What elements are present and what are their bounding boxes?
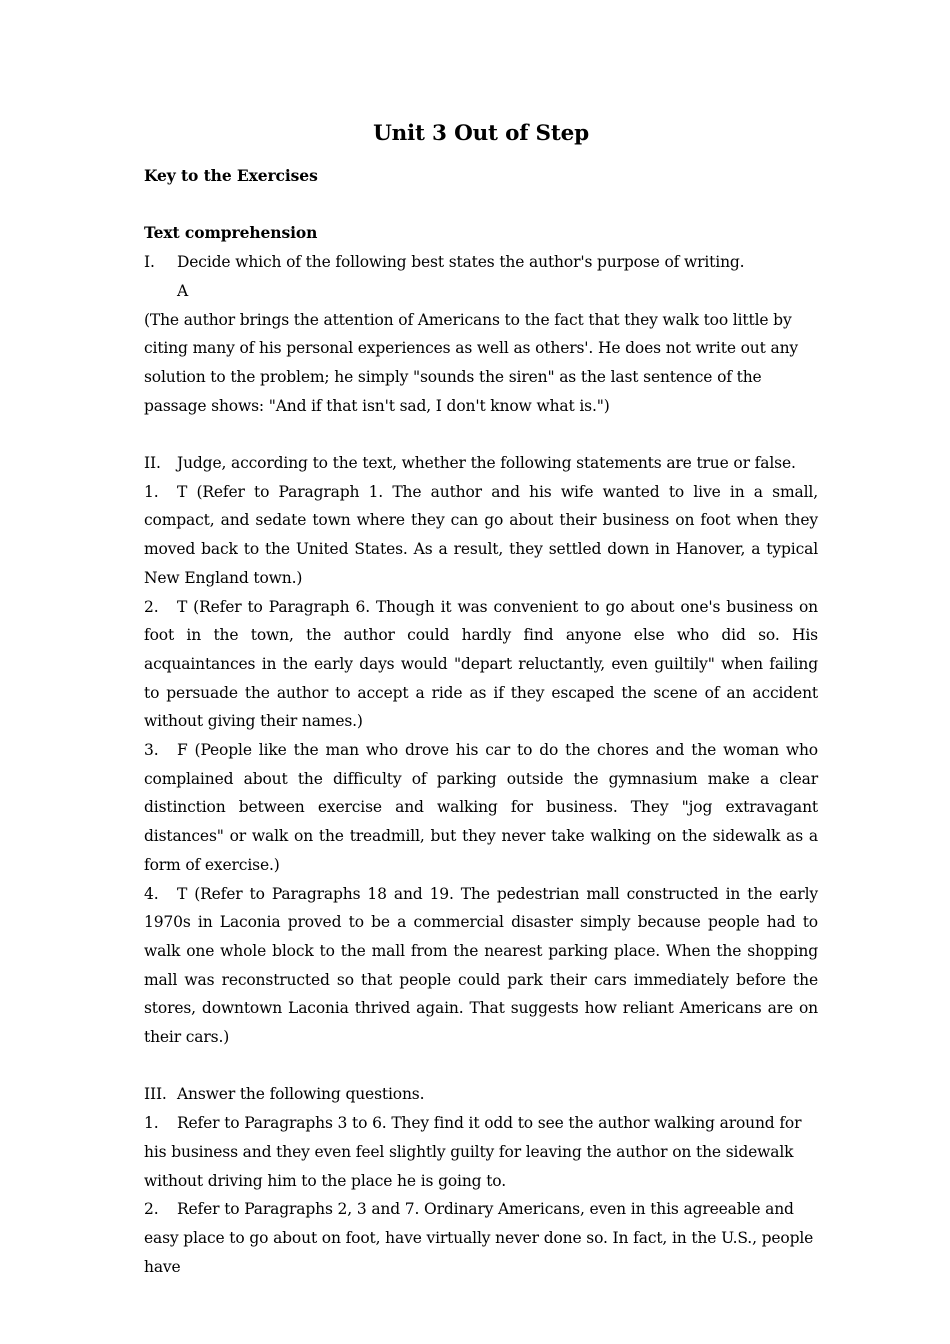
part3-instruction-line	[144, 1080, 818, 1109]
part1-explanation: (The author brings the attention of Americans to the fact that they walk too little by citing many of his personal experiences as well as others'. He does not write out any solution to the problem; he simply "sounds the siren" as the last sentence of the passage shows: "And if that isn't sad, I don't know what is.")	[144, 310, 799, 415]
item-text: T (Refer to Paragraphs 18 and 19. The pedestrian mall constructed in the early 1970s in Laconia proved to be a commercial disaster simply because people had to walk one whole block to the mall from the nearest parking place. When the shopping mall was reconstructed so that people could park their cars immediately before the stores, downtown Laconia thrived again. That suggests how reliant Americans are on their cars.)	[144, 884, 818, 1047]
item-number: 3.	[144, 741, 159, 760]
part2-item	[144, 736, 818, 880]
spacer	[144, 420, 818, 449]
subtitle-heading: Key to the Exercises	[144, 166, 318, 185]
spacer	[144, 191, 818, 220]
item-number: 1.	[144, 482, 159, 501]
part3-item	[144, 1109, 818, 1195]
item-number: 4.	[144, 884, 159, 903]
item-number: 1.	[144, 1114, 159, 1133]
part1-answer: A	[177, 281, 189, 300]
part2-item	[144, 880, 818, 1052]
section-heading: Text comprehension	[144, 223, 318, 243]
item-text: Refer to Paragraphs 3 to 6. They find it odd to see the author walking around for his business and they even feel slightly guilty for leaving the author on the sidewalk without driving him to the place he is going to.	[144, 1114, 802, 1190]
part2-item	[144, 593, 818, 737]
part3-item	[144, 1195, 818, 1281]
item-text: F (People like the man who drove his car to do the chores and the woman who complained about the difficulty of parking outside the gymnasium make a clear distinction between exercise and walking for business. They "jog extravagant distances" or walk on the treadmill, but they never take walking on the sidewalk as a form of exercise.)	[144, 741, 818, 874]
part2-instruction-line	[144, 449, 818, 478]
item-number: 2.	[144, 1200, 159, 1219]
part2-item	[144, 478, 818, 593]
part3-number: III.	[144, 1085, 167, 1104]
part2-instruction: Judge, according to the text, whether the following statements are true or false.	[177, 454, 796, 472]
document-title: Unit 3 Out of Step	[373, 121, 589, 146]
part1-instruction: Decide which of the following best states the author's purpose of writing.	[177, 253, 745, 272]
item-number: 2.	[144, 597, 159, 616]
part3-instruction: Answer the following questions.	[177, 1085, 425, 1104]
part1-number: I.	[144, 253, 155, 272]
part1-instruction-line	[144, 248, 818, 277]
part2-number: II.	[144, 454, 161, 472]
item-text: Refer to Paragraphs 2, 3 and 7. Ordinary Americans, even in this agreeable and easy place to go about on foot, have virtually never done so. In fact, in the U.S., people have	[144, 1200, 814, 1276]
document-page	[144, 118, 818, 1281]
item-text: T (Refer to Paragraph 1. The author and his wife wanted to live in a small, compact, and sedate town where they can go about their business on foot when they moved back to the United States. As a result, they settled down in Hanover, a typical New England town.)	[144, 482, 818, 587]
spacer	[144, 1052, 818, 1081]
item-text: T (Refer to Paragraph 6. Though it was convenient to go about one's business on foot in the town, the author could hardly find anyone else who did so. His acquaintances in the early days would "depart reluctantly, even guiltily" when failing to persuade the author to accept a ride as if they escaped the scene of an accident without giving their names.)	[144, 597, 818, 731]
